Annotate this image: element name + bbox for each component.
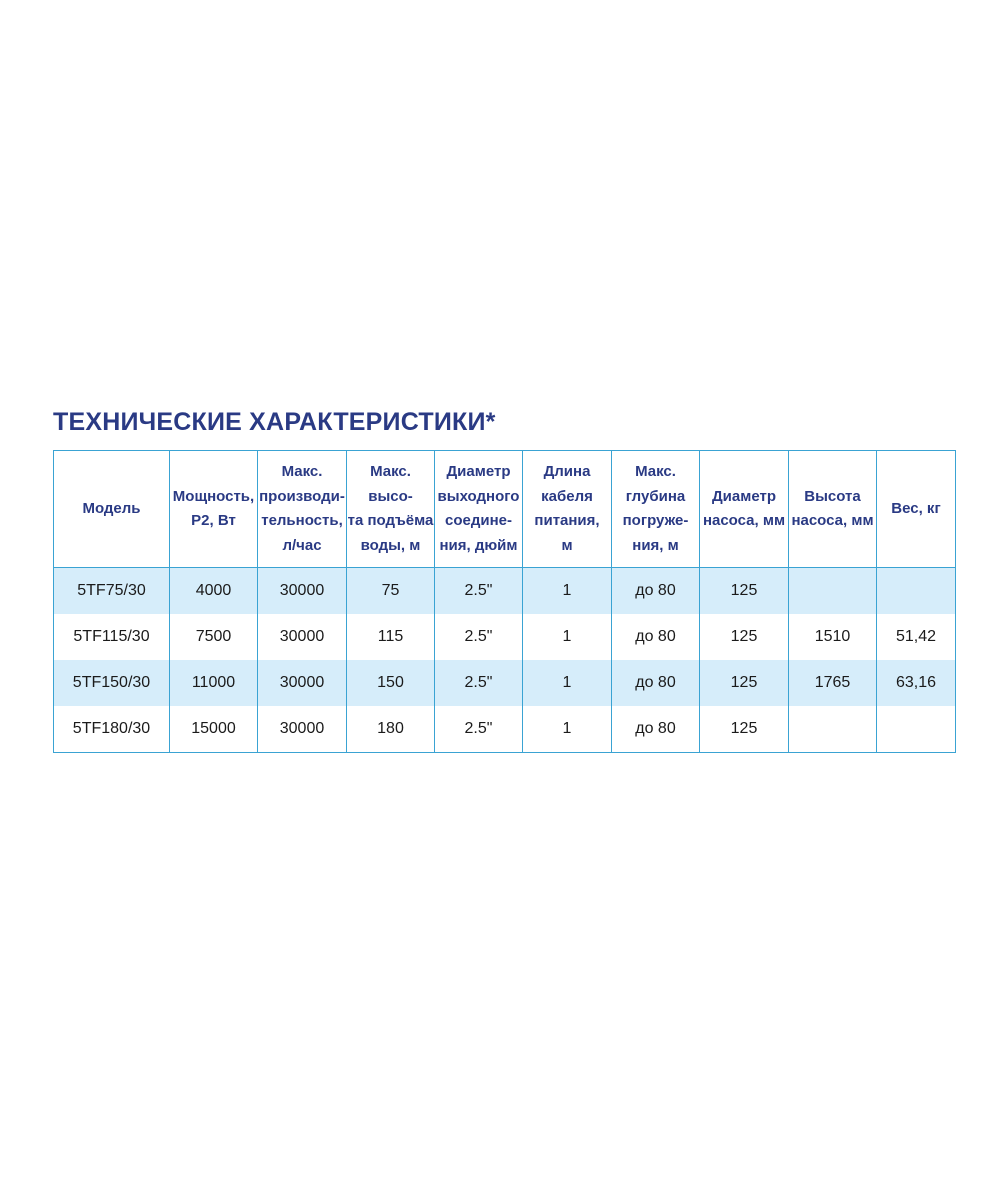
header-line: Диаметр [446,463,511,480]
header-line: насоса, мм [702,512,786,529]
cell-head: 115 [347,614,435,660]
cell-pump-diameter: 125 [700,568,789,615]
header-line: Макс. высо- [368,463,413,505]
cell-outlet-diameter: 2.5" [435,660,523,706]
cell-pump-height [789,706,877,753]
cell-cable-length: 1 [523,660,612,706]
cell-model: 5TF150/30 [54,660,170,706]
cell-outlet-diameter: 2.5" [435,568,523,615]
header-line: Макс. [635,463,676,480]
table-row [54,706,956,753]
cell-max-depth: до 80 [612,614,700,660]
cell-power: 4000 [170,568,258,615]
cell-power: 15000 [170,706,258,753]
header-line: ния, м [632,536,679,554]
header-line: насоса, мм [791,512,874,529]
header-line: кабеля [541,487,593,505]
cell-power: 11000 [170,660,258,706]
header-line: Модель [82,499,141,517]
header-max-depth [612,451,700,568]
header-line: погруже- [622,512,689,529]
header-pump-diameter [700,451,789,568]
header-power [170,451,258,568]
cell-model: 5TF180/30 [54,706,170,753]
header-line: л/час [282,536,322,554]
table-header-row [54,451,956,568]
header-head [347,451,435,568]
cell-head: 75 [347,568,435,615]
header-line: производи- [259,487,345,505]
cell-pump-height [789,568,877,615]
cell-pump-height: 1765 [789,660,877,706]
header-line: Мощность, [172,487,255,505]
cell-pump-diameter: 125 [700,614,789,660]
specs-table [53,450,956,753]
cell-weight: 51,42 [877,614,956,660]
table-row [54,614,956,660]
header-pump-height [789,451,877,568]
header-line: Р2, Вт [191,512,236,529]
cell-outlet-diameter: 2.5" [435,614,523,660]
cell-pump-diameter: 125 [700,660,789,706]
header-line: глубина [625,487,686,505]
header-cable-length [523,451,612,568]
header-line: питания, [534,512,600,529]
header-line: соедине- [445,512,512,529]
header-line: Диаметр [712,487,776,505]
header-line: тельность, [261,512,343,529]
cell-model: 5TF115/30 [54,614,170,660]
cell-max-depth: до 80 [612,568,700,615]
cell-flow: 30000 [258,614,347,660]
cell-flow: 30000 [258,660,347,706]
header-model [54,451,170,568]
header-line: Длина [543,463,591,480]
header-line: та подъёма [347,512,434,529]
cell-weight: 63,16 [877,660,956,706]
cell-head: 180 [347,706,435,753]
cell-cable-length: 1 [523,568,612,615]
header-line: м [561,536,573,554]
cell-head: 150 [347,660,435,706]
header-weight [877,451,956,568]
cell-model: 5TF75/30 [54,568,170,615]
cell-cable-length: 1 [523,706,612,753]
cell-weight [877,706,956,753]
cell-flow: 30000 [258,568,347,615]
table-row [54,568,956,615]
header-line: Вес, кг [891,499,941,517]
header-outlet-diameter [435,451,523,568]
table-row [54,660,956,706]
cell-power: 7500 [170,614,258,660]
header-line: выходного [437,487,520,505]
header-line: Высота [804,487,861,505]
cell-pump-diameter: 125 [700,706,789,753]
cell-pump-height: 1510 [789,614,877,660]
page-title: ТЕХНИЧЕСКИЕ ХАРАКТЕРИСТИКИ* [53,408,496,436]
cell-max-depth: до 80 [612,660,700,706]
header-line: воды, м [360,536,421,554]
cell-flow: 30000 [258,706,347,753]
header-line: Макс. [281,463,323,480]
header-line: ния, дюйм [439,536,518,554]
cell-max-depth: до 80 [612,706,700,753]
cell-cable-length: 1 [523,614,612,660]
cell-weight [877,568,956,615]
header-flow [258,451,347,568]
cell-outlet-diameter: 2.5" [435,706,523,753]
